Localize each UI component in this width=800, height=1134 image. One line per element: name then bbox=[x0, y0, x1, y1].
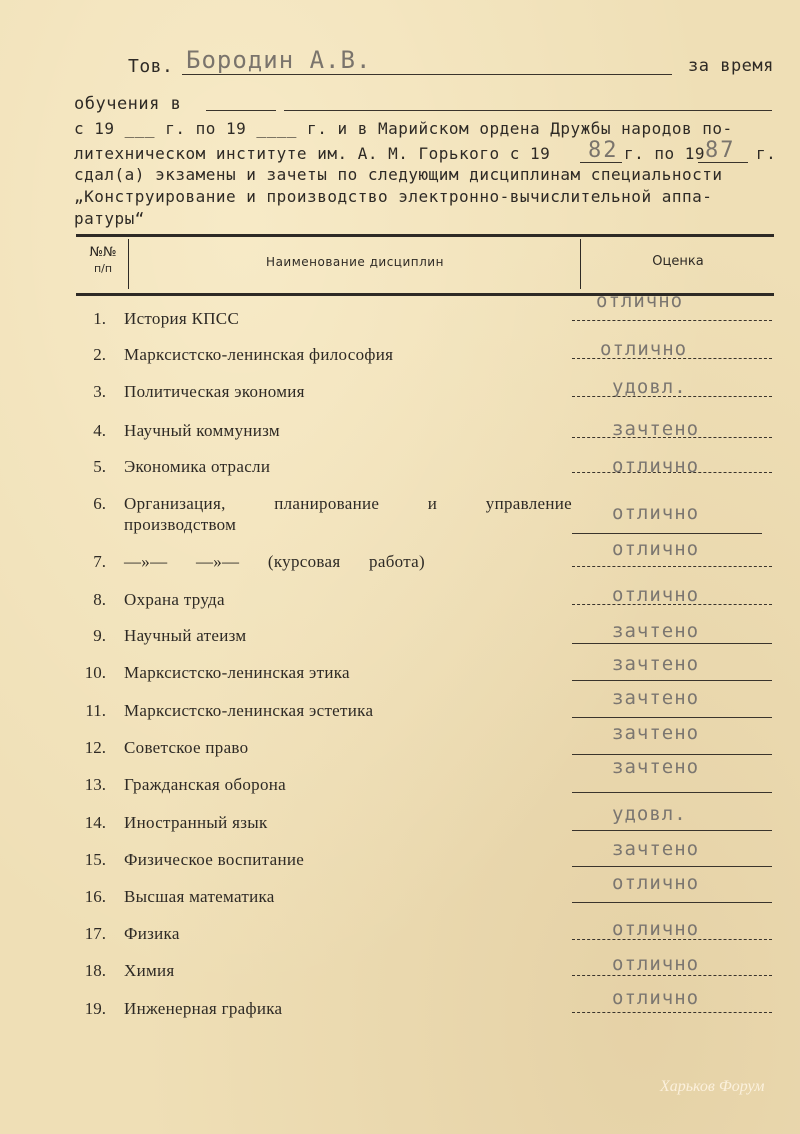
grade-line bbox=[572, 643, 772, 644]
grade-line bbox=[572, 866, 772, 867]
subject-grade: зачтено bbox=[612, 687, 700, 709]
grade-line bbox=[572, 792, 772, 793]
subject-grade: удовл. bbox=[612, 376, 687, 398]
col-num-sub-header: п/п bbox=[93, 262, 113, 275]
subject-grade: зачтено bbox=[612, 418, 700, 440]
subject-grade: отлично bbox=[612, 455, 700, 477]
subject-grade: отлично bbox=[612, 987, 700, 1009]
subject-name: Физическое воспитание bbox=[124, 850, 305, 869]
subject-grade: зачтено bbox=[612, 620, 700, 642]
subject-name: —»— —»— (курсовая работа) bbox=[124, 552, 425, 571]
subject-name: Политическая экономия bbox=[124, 382, 305, 401]
name-underline bbox=[182, 74, 672, 75]
header-line-6: „Конструирование и производство электронно-вычислительной аппа- bbox=[74, 187, 713, 206]
subject-grade: зачтено bbox=[612, 653, 700, 675]
row-num: 11. bbox=[85, 701, 106, 720]
subject-grade: отлично bbox=[612, 584, 700, 606]
subject-name-continued: производством bbox=[124, 515, 237, 534]
row-num: 9. bbox=[93, 626, 106, 645]
subject-name: История КПСС bbox=[124, 309, 240, 328]
grade-line bbox=[572, 320, 772, 321]
grade-line bbox=[572, 754, 772, 755]
subject-name: Охрана труда bbox=[124, 590, 225, 609]
tov-label: Тов. bbox=[128, 56, 174, 77]
grade-line bbox=[572, 1012, 772, 1013]
subject-name: Марксистско-ленинская философия bbox=[124, 345, 394, 364]
header-line-4c: г. bbox=[756, 144, 777, 163]
grade-line bbox=[572, 975, 772, 976]
subject-name: Инженерная графика bbox=[124, 999, 283, 1018]
subject-name: Научный атеизм bbox=[124, 626, 247, 645]
year-end: 87 bbox=[705, 138, 736, 163]
row-num: 13. bbox=[84, 775, 106, 794]
row-num: 1. bbox=[93, 309, 106, 328]
row-num: 12. bbox=[84, 738, 106, 757]
col-name-header: Наименование дисциплин bbox=[266, 255, 444, 269]
row-num: 7. bbox=[93, 552, 106, 571]
subject-grade: отлично bbox=[600, 338, 688, 360]
header-line-3: с 19 ___ г. по 19 ____ г. и в Марийском ордена Дружбы народов по- bbox=[74, 119, 733, 138]
row-num: 18. bbox=[84, 961, 106, 980]
subject-grade: отлично bbox=[612, 918, 700, 940]
subject-name: Экономика отрасли bbox=[124, 457, 271, 476]
subject-grade: зачтено bbox=[612, 838, 700, 860]
subject-name: Советское право bbox=[124, 738, 249, 757]
student-name: Бородин А.В. bbox=[186, 46, 372, 74]
subject-name: Научный коммунизм bbox=[124, 421, 280, 440]
row-num: 4. bbox=[93, 421, 106, 440]
year-start-underline bbox=[580, 162, 622, 163]
grade-line bbox=[572, 472, 772, 473]
col-grade-header: Оценка bbox=[652, 254, 704, 269]
subject-grade: зачтено bbox=[612, 722, 700, 744]
za-vremya-label: за время bbox=[688, 56, 774, 76]
grade-line bbox=[572, 939, 772, 940]
grade-line bbox=[572, 396, 772, 397]
subject-name: Организация, планирование и управление bbox=[124, 494, 572, 513]
subject-name: Иностранный язык bbox=[124, 813, 268, 832]
year-start: 82 bbox=[588, 138, 619, 163]
subject-grade: отлично bbox=[596, 290, 684, 312]
row-num: 3. bbox=[93, 382, 106, 401]
table-header bbox=[76, 234, 774, 296]
subject-grade: зачтено bbox=[612, 756, 700, 778]
row-num: 16. bbox=[84, 887, 106, 906]
header-line-4b: г. по 19 bbox=[624, 144, 706, 163]
row-num: 15. bbox=[84, 850, 106, 869]
subject-grade: отлично bbox=[612, 872, 700, 894]
subject-name: Химия bbox=[124, 961, 175, 980]
row-num: 6. bbox=[93, 494, 106, 513]
grade-line bbox=[572, 717, 772, 718]
subject-grade: отлично bbox=[612, 502, 700, 524]
subject-name: Высшая математика bbox=[124, 887, 275, 906]
subject-grade: отлично bbox=[612, 538, 700, 560]
subject-grade: отлично bbox=[612, 953, 700, 975]
subject-name: Марксистско-ленинская этика bbox=[124, 663, 350, 682]
row-num: 8. bbox=[93, 590, 106, 609]
subject-name: Гражданская оборона bbox=[124, 775, 286, 794]
obucheniya-label: обучения в bbox=[74, 94, 182, 114]
grade-line bbox=[572, 680, 772, 681]
table-divider-1 bbox=[128, 239, 129, 289]
row-num: 19. bbox=[84, 999, 106, 1018]
blank-line-1 bbox=[206, 110, 276, 111]
header-line-5: сдал(а) экзамены и зачеты по следующим дисциплинам специальности bbox=[74, 165, 723, 184]
grade-line bbox=[572, 902, 772, 903]
grade-line bbox=[572, 437, 772, 438]
row-num: 17. bbox=[84, 924, 106, 943]
subject-name: Физика bbox=[124, 924, 180, 943]
row-num: 5. bbox=[93, 457, 106, 476]
header-line-4a: литехническом институте им. А. М. Горького с 19 bbox=[74, 144, 551, 163]
watermark-text: Харьков Форум bbox=[660, 1078, 765, 1095]
blank-line-2 bbox=[284, 110, 772, 111]
grade-line bbox=[572, 358, 772, 359]
row-num: 2. bbox=[93, 345, 106, 364]
subject-grade: удовл. bbox=[612, 803, 687, 825]
col-num-header: №№ bbox=[89, 245, 117, 260]
grade-line bbox=[572, 604, 772, 605]
row-num: 10. bbox=[84, 663, 106, 682]
grade-line bbox=[572, 533, 762, 534]
subject-name: Марксистско-ленинская эстетика bbox=[124, 701, 374, 720]
row-num: 14. bbox=[84, 813, 106, 832]
grade-line bbox=[572, 830, 772, 831]
header-line-7: ратуры“ bbox=[74, 209, 145, 228]
grade-line bbox=[572, 566, 772, 567]
table-divider-2 bbox=[580, 239, 581, 289]
year-end-underline bbox=[698, 162, 748, 163]
